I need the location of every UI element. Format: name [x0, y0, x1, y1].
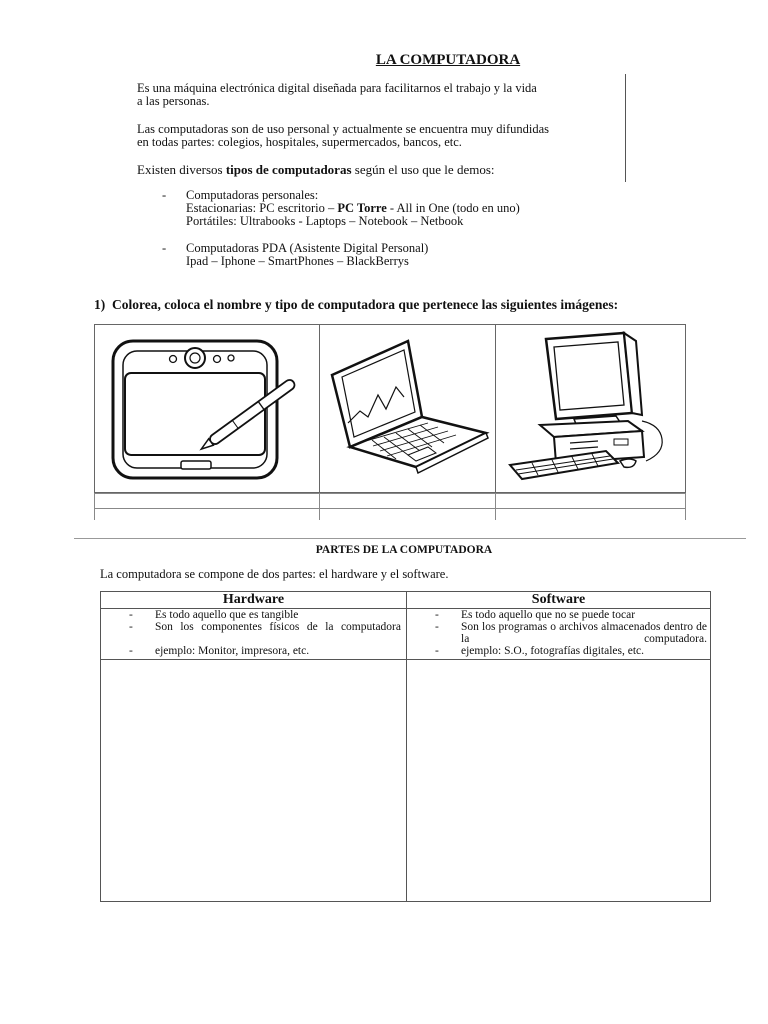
image-cell-tablet: [94, 324, 320, 493]
image-table: [94, 324, 686, 520]
image-cell-laptop: [319, 324, 496, 493]
label-col-line: [685, 493, 686, 520]
intro-paragraph-2: [137, 123, 621, 149]
software-item-text: Son los programas o archivos almacenados dentro de la computadora.: [461, 621, 707, 645]
parts-title: PARTES DE LA COMPUTADORA: [315, 544, 493, 556]
parts-column-divider: [406, 592, 407, 901]
intro-p1-line1: Es una máquina electrónica digital diseñada para facilitarnos el trabajo y la vida: [137, 81, 537, 95]
software-item-text: ejemplo: S.O., fotografías digitales, etc.: [461, 645, 644, 657]
item-dash: -: [129, 609, 133, 621]
intro-paragraph-1: [137, 82, 621, 108]
intro-p3-bold: tipos de computadoras: [225, 162, 352, 177]
section-divider: [74, 538, 746, 539]
laptop-icon: [320, 325, 495, 492]
item-dash: -: [435, 645, 439, 657]
software-item-text: Es todo aquello que no se puede tocar: [461, 609, 636, 621]
intro-p3-post: según el uso que le demos:: [351, 162, 495, 177]
image-cell-desktop: [495, 324, 686, 493]
tablet-stylus-icon: [95, 325, 319, 492]
item-dash: -: [129, 621, 133, 633]
list-dash: -: [162, 241, 167, 255]
label-row-line: [94, 493, 686, 494]
intro-p2-line1: Las computadoras son de uso personal y actualmente se encuentra muy difundidas: [137, 122, 550, 136]
item-dash: -: [435, 609, 439, 621]
page-title: LA COMPUTADORA: [375, 52, 521, 68]
label-col-line: [319, 493, 320, 520]
parts-table: [100, 591, 711, 902]
item-dash: -: [435, 621, 439, 633]
label-row-line: [94, 508, 686, 509]
label-col-line: [94, 493, 95, 520]
exercise-text: Colorea, coloca el nombre y tipo de computadora que pertenece las siguientes imágenes:: [112, 297, 619, 312]
list-dash: -: [162, 188, 167, 202]
hardware-item-text: Son los componentes físicos de la computadora: [155, 621, 401, 633]
list-line-portable: Portátiles: Ultrabooks - Laptops – Notebook – Netbook: [186, 214, 464, 228]
exercise-title: [94, 297, 618, 313]
list-heading-personal: Computadoras personales:: [186, 188, 319, 202]
stationary-bold: PC Torre: [337, 201, 387, 215]
stationary-post: - All in One (todo en uno): [386, 201, 520, 215]
hardware-item-text: Es todo aquello que es tangible: [155, 609, 299, 621]
list-heading-pda: Computadoras PDA (Asistente Digital Personal): [186, 241, 429, 255]
software-header: Software: [531, 592, 586, 607]
exercise-number: 1): [94, 297, 106, 312]
label-col-line: [495, 493, 496, 520]
parts-intro: La computadora se compone de dos partes: el hardware y el software.: [100, 567, 449, 581]
list-line-pda-devices: Ipad – Iphone – SmartPhones – BlackBerrys: [186, 254, 409, 268]
intro-p2-line2: en todas partes: colegios, hospitales, supermercados, bancos, etc.: [137, 135, 462, 149]
intro-p3-pre: Existen diversos: [137, 162, 226, 177]
intro-side-rule: [625, 74, 626, 182]
stationary-pre: Estacionarias: PC escritorio –: [186, 201, 338, 215]
item-dash: -: [129, 645, 133, 657]
hardware-header: Hardware: [222, 592, 285, 607]
intro-paragraph-3: [137, 163, 621, 176]
intro-p1-line2: a las personas.: [137, 94, 210, 108]
desktop-computer-icon: [496, 325, 685, 492]
parts-body-line: [101, 659, 710, 660]
hardware-item-text: ejemplo: Monitor, impresora, etc.: [155, 645, 310, 657]
